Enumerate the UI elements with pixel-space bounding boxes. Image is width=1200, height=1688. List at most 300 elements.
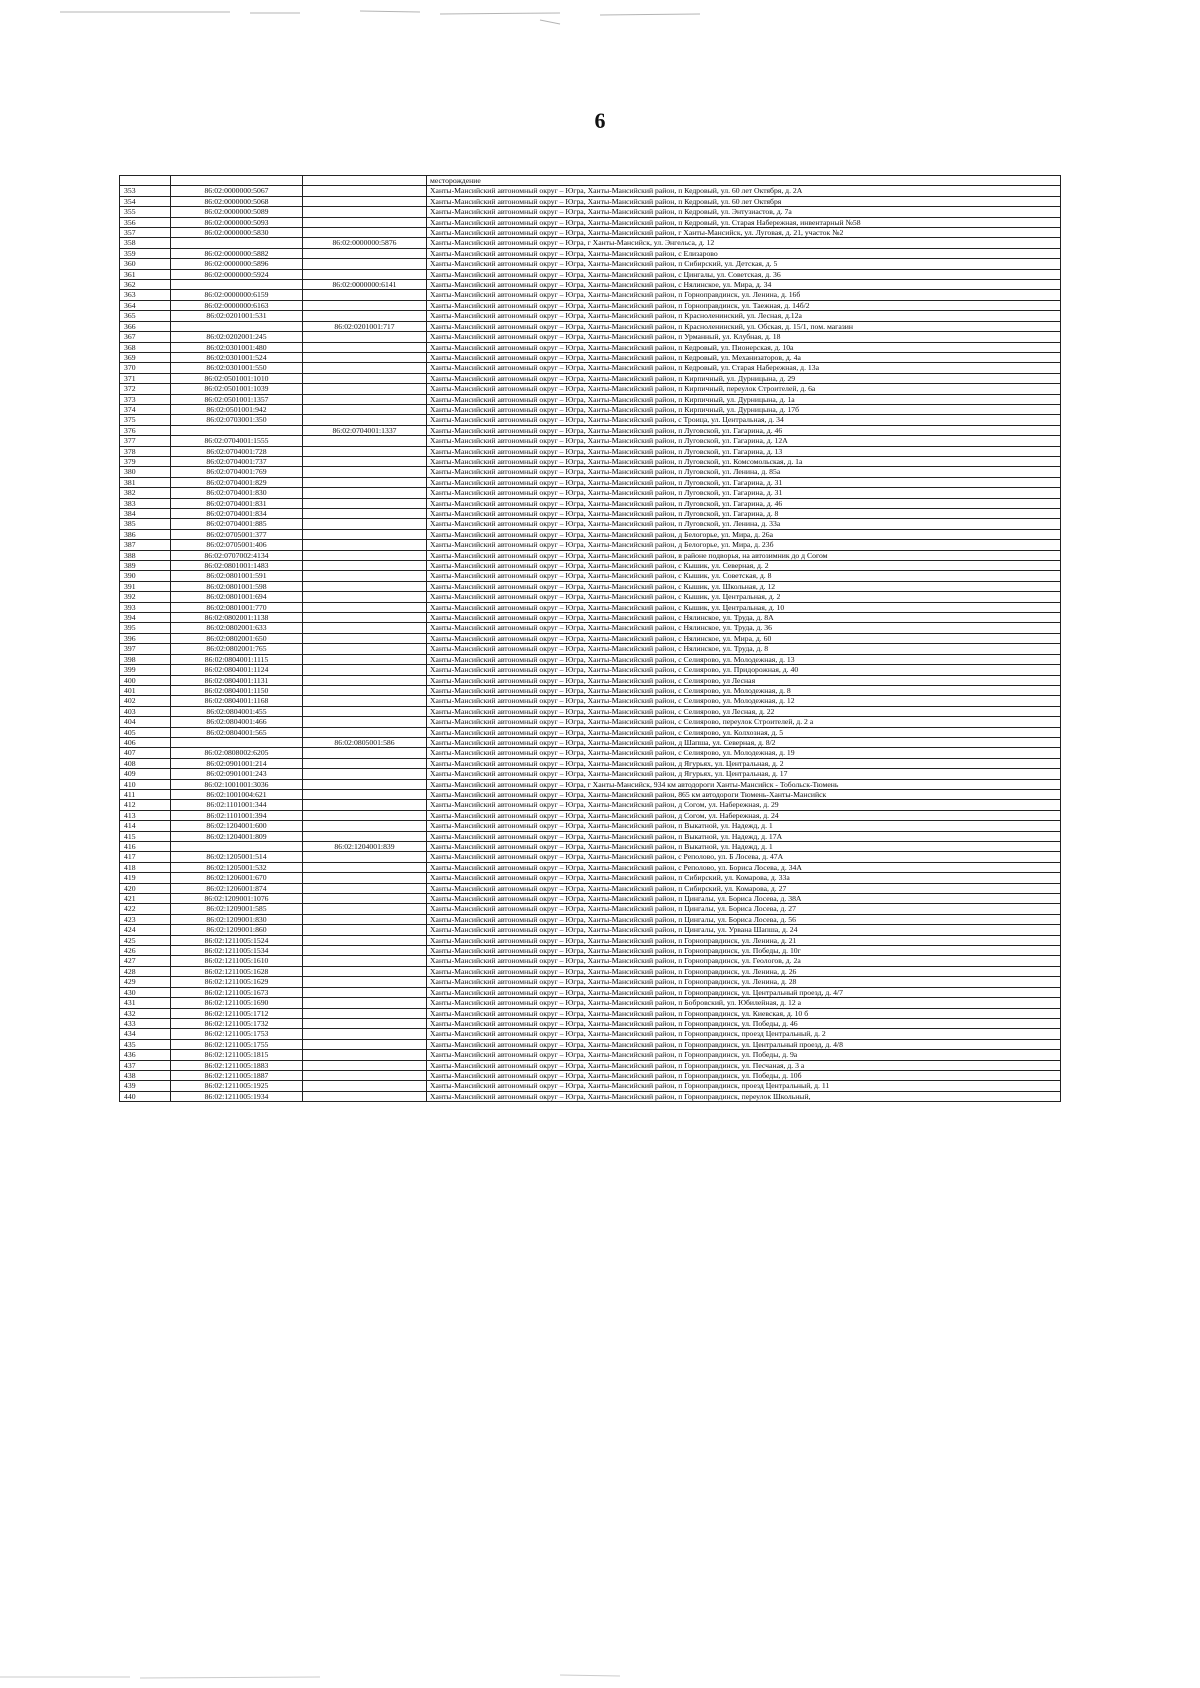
address-cell: Ханты-Мансийский автономный округ – Югра, Ханты-Мансийский район, п Горноправдинск, проезд Центральный, д. 2 [427, 1029, 1061, 1039]
row-number-cell: 437 [120, 1060, 171, 1070]
building-cadastral-number-cell [303, 217, 427, 227]
building-cadastral-number-cell [303, 769, 427, 779]
row-number-cell: 379 [120, 456, 171, 466]
address-cell: Ханты-Мансийский автономный округ – Югра, Ханты-Мансийский район, п Горноправдинск, переулок Школьный, [427, 1091, 1061, 1101]
cadastral-number-cell: 86:02:1211005:1673 [171, 987, 303, 997]
cadastral-number-cell: 86:02:0901001:243 [171, 769, 303, 779]
building-cadastral-number-cell [303, 342, 427, 352]
row-number-cell: 402 [120, 696, 171, 706]
table-row [120, 1018, 1061, 1028]
cadastral-number-cell [171, 425, 303, 435]
building-cadastral-number-cell [303, 862, 427, 872]
address-cell: Ханты-Мансийский автономный округ – Югра, Ханты-Мансийский район, с Кышик, ул. Центральная, д. 10 [427, 602, 1061, 612]
table-row [120, 425, 1061, 435]
cadastral-number-cell: 86:02:1211005:1628 [171, 966, 303, 976]
table-row [120, 467, 1061, 477]
row-number-cell: 392 [120, 592, 171, 602]
table-row [120, 1060, 1061, 1070]
cadastral-number-cell: 86:02:0704001:1555 [171, 436, 303, 446]
row-number-cell: 356 [120, 217, 171, 227]
row-number-cell: 411 [120, 789, 171, 799]
table-row [120, 758, 1061, 768]
row-number-cell: 382 [120, 488, 171, 498]
table-row [120, 977, 1061, 987]
cadastral-number-cell: 86:02:0704001:830 [171, 488, 303, 498]
row-number-cell: 421 [120, 894, 171, 904]
cadastral-number-cell: 86:02:1211005:1524 [171, 935, 303, 945]
building-cadastral-number-cell [303, 196, 427, 206]
building-cadastral-number-cell: 86:02:1204001:839 [303, 842, 427, 852]
cadastral-number-cell: 86:02:0000000:5896 [171, 259, 303, 269]
building-cadastral-number-cell [303, 404, 427, 414]
cadastral-number-cell: 86:02:0705001:406 [171, 540, 303, 550]
building-cadastral-number-cell [303, 352, 427, 362]
table-row [120, 196, 1061, 206]
table-row [120, 831, 1061, 841]
table-row [120, 1039, 1061, 1049]
table-row [120, 779, 1061, 789]
building-cadastral-number-cell [303, 696, 427, 706]
row-number-cell: 390 [120, 571, 171, 581]
table-row [120, 290, 1061, 300]
address-cell: Ханты-Мансийский автономный округ – Югра, Ханты-Мансийский район, п Кирпичный, ул. Дурницына, д. 29 [427, 373, 1061, 383]
address-cell: Ханты-Мансийский автономный округ – Югра, Ханты-Мансийский район, п Бобровский, ул. Юбилейная, д. 12 а [427, 998, 1061, 1008]
cadastral-number-cell: 86:02:0501001:942 [171, 404, 303, 414]
address-cell: Ханты-Мансийский автономный округ – Югра, Ханты-Мансийский район, п Луговской, ул. Ленина, д. 33а [427, 519, 1061, 529]
address-cell: Ханты-Мансийский автономный округ – Югра, Ханты-Мансийский район, п Выкатной, ул. Надежд, д. 1 [427, 821, 1061, 831]
address-cell: Ханты-Мансийский автономный округ – Югра, Ханты-Мансийский район, п Горноправдинск, ул. Геологов, д. 2а [427, 956, 1061, 966]
address-cell: Ханты-Мансийский автономный округ – Югра, Ханты-Мансийский район, г Ханты-Мансийск, ул. Луговая, д. 21, участок №2 [427, 228, 1061, 238]
table-row [120, 966, 1061, 976]
row-number-cell: 423 [120, 914, 171, 924]
cadastral-number-cell: 86:02:1204001:809 [171, 831, 303, 841]
building-cadastral-number-cell [303, 509, 427, 519]
row-number-cell: 400 [120, 675, 171, 685]
cadastral-number-cell: 86:02:0804001:455 [171, 706, 303, 716]
building-cadastral-number-cell [303, 529, 427, 539]
table-row [120, 1050, 1061, 1060]
table-row [120, 821, 1061, 831]
table-row [120, 925, 1061, 935]
table-row [120, 509, 1061, 519]
table-row [120, 529, 1061, 539]
table-row [120, 789, 1061, 799]
table-row [120, 342, 1061, 352]
table-row [120, 748, 1061, 758]
table-row [120, 186, 1061, 196]
address-cell: Ханты-Мансийский автономный округ – Югра, Ханты-Мансийский район, п Луговской, ул. Гагарина, д. 12А [427, 436, 1061, 446]
table-row [120, 488, 1061, 498]
cadastral-number-cell: 86:02:0000000:5067 [171, 186, 303, 196]
cadastral-number-cell: 86:02:0000000:5924 [171, 269, 303, 279]
row-number-cell: 430 [120, 987, 171, 997]
table-row [120, 914, 1061, 924]
building-cadastral-number-cell [303, 883, 427, 893]
cadastral-number-cell: 86:02:1211005:1815 [171, 1050, 303, 1060]
table-row [120, 1070, 1061, 1080]
row-number-cell: 416 [120, 842, 171, 852]
row-number-cell: 434 [120, 1029, 171, 1039]
address-cell: Ханты-Мансийский автономный округ – Югра, Ханты-Мансийский район, д Белогорье, ул. Мира, д. 23б [427, 540, 1061, 550]
table-row [120, 904, 1061, 914]
table-row [120, 394, 1061, 404]
building-cadastral-number-cell [303, 800, 427, 810]
cadastral-number-cell: 86:02:0808002:6205 [171, 748, 303, 758]
cadastral-number-cell: 86:02:1211005:1934 [171, 1091, 303, 1101]
building-cadastral-number-cell [303, 831, 427, 841]
row-number-cell: 439 [120, 1081, 171, 1091]
address-cell: Ханты-Мансийский автономный округ – Югра, Ханты-Мансийский район, д Ягурьях, ул. Центральная, д. 17 [427, 769, 1061, 779]
row-number-cell: 358 [120, 238, 171, 248]
table-row [120, 238, 1061, 248]
row-number-cell: 362 [120, 280, 171, 290]
table-row [120, 873, 1061, 883]
building-cadastral-number-cell [303, 748, 427, 758]
table-row [120, 280, 1061, 290]
building-cadastral-number-cell [303, 1018, 427, 1028]
cadastral-number-cell [171, 321, 303, 331]
table-row [120, 852, 1061, 862]
address-cell: Ханты-Мансийский автономный округ – Югра, Ханты-Мансийский район, с Цингалы, ул. Советская, д. 36 [427, 269, 1061, 279]
cadastral-number-cell: 86:02:0202001:245 [171, 332, 303, 342]
building-cadastral-number-cell [303, 998, 427, 1008]
cadastral-number-cell: 86:02:0704001:829 [171, 477, 303, 487]
table-row [120, 592, 1061, 602]
row-number-cell: 415 [120, 831, 171, 841]
address-cell: Ханты-Мансийский автономный округ – Югра, Ханты-Мансийский район, п Кирпичный, ул. Дурницына, д. 1а [427, 394, 1061, 404]
address-cell: Ханты-Мансийский автономный округ – Югра, Ханты-Мансийский район, п Цингалы, ул. Бориса Лосева, д. 38А [427, 894, 1061, 904]
address-cell: Ханты-Мансийский автономный округ – Югра, Ханты-Мансийский район, п Горноправдинск, ул. Победы, д. 10г [427, 946, 1061, 956]
row-number-cell: 420 [120, 883, 171, 893]
address-cell: Ханты-Мансийский автономный округ – Югра, Ханты-Мансийский район, с Селиярово, ул. Молодежная, д. 8 [427, 685, 1061, 695]
cadastral-number-cell: 86:02:0804001:565 [171, 727, 303, 737]
row-number-cell: 357 [120, 228, 171, 238]
row-number-cell: 409 [120, 769, 171, 779]
address-cell: Ханты-Мансийский автономный округ – Югра, Ханты-Мансийский район, п Кирпичный, ул. Дурницына, д. 17б [427, 404, 1061, 414]
address-cell: Ханты-Мансийский автономный округ – Югра, Ханты-Мансийский район, п Урманный, ул. Клубная, д. 18 [427, 332, 1061, 342]
address-cell: Ханты-Мансийский автономный округ – Югра, Ханты-Мансийский район, п Кирпичный, переулок Строителей, д. 6а [427, 384, 1061, 394]
building-cadastral-number-cell [303, 654, 427, 664]
table-row [120, 706, 1061, 716]
building-cadastral-number-cell [303, 665, 427, 675]
table-row [120, 332, 1061, 342]
row-number-cell: 372 [120, 384, 171, 394]
cadastral-number-cell: 86:02:0804001:1131 [171, 675, 303, 685]
row-number-cell: 393 [120, 602, 171, 612]
row-number-cell: 397 [120, 644, 171, 654]
row-number-cell: 406 [120, 737, 171, 747]
building-cadastral-number-cell [303, 269, 427, 279]
building-cadastral-number-cell [303, 727, 427, 737]
building-cadastral-number-cell [303, 456, 427, 466]
row-number-cell: 354 [120, 196, 171, 206]
row-number-cell: 388 [120, 550, 171, 560]
row-number-cell: 377 [120, 436, 171, 446]
building-cadastral-number-cell [303, 363, 427, 373]
table-row [120, 259, 1061, 269]
cadastral-number-cell [171, 238, 303, 248]
cadastral-number-cell: 86:02:0705001:377 [171, 529, 303, 539]
building-cadastral-number-cell [303, 1060, 427, 1070]
table-row [120, 477, 1061, 487]
row-number-cell: 394 [120, 613, 171, 623]
table-row [120, 602, 1061, 612]
building-cadastral-number-cell [303, 1050, 427, 1060]
building-cadastral-number-cell: 86:02:0000000:6141 [303, 280, 427, 290]
table-row [120, 737, 1061, 747]
building-cadastral-number-cell [303, 987, 427, 997]
address-cell: Ханты-Мансийский автономный округ – Югра, Ханты-Мансийский район, с Кышик, ул. Северная, д. 2 [427, 561, 1061, 571]
building-cadastral-number-cell [303, 581, 427, 591]
table-row [120, 769, 1061, 779]
cadastral-number-cell: 86:02:1211005:1883 [171, 1060, 303, 1070]
building-cadastral-number-cell [303, 966, 427, 976]
table-row [120, 404, 1061, 414]
cadastral-number-cell: 86:02:1209001:830 [171, 914, 303, 924]
cadastral-number-cell: 86:02:0501001:1039 [171, 384, 303, 394]
address-cell: Ханты-Мансийский автономный округ – Югра, Ханты-Мансийский район, с Селиярово, ул Лесная, д. 22 [427, 706, 1061, 716]
cadastral-number-cell: 86:02:0703001:350 [171, 415, 303, 425]
row-number-cell: 355 [120, 207, 171, 217]
scan-artifact-bottom [0, 1655, 1200, 1688]
cadastral-number-cell: 86:02:0704001:728 [171, 446, 303, 456]
table-row [120, 613, 1061, 623]
table-row [120, 623, 1061, 633]
building-cadastral-number-cell [303, 498, 427, 508]
address-cell: Ханты-Мансийский автономный округ – Югра, Ханты-Мансийский район, п Кедровый, ул. 60 лет Октября [427, 196, 1061, 206]
page-number: 6 [594, 108, 606, 133]
row-number-cell: 370 [120, 363, 171, 373]
building-cadastral-number-cell [303, 415, 427, 425]
cadastral-number-cell: 86:02:1209001:1076 [171, 894, 303, 904]
address-cell: Ханты-Мансийский автономный округ – Югра, Ханты-Мансийский район, д Согом, ул. Набережная, д. 24 [427, 810, 1061, 820]
row-number-cell: 375 [120, 415, 171, 425]
cadastral-number-cell: 86:02:0000000:5830 [171, 228, 303, 238]
table-row [120, 1008, 1061, 1018]
address-cell: Ханты-Мансийский автономный округ – Югра, г Ханты-Мансийск, ул. Энгельса, д. 12 [427, 238, 1061, 248]
building-cadastral-number-cell [303, 540, 427, 550]
address-cell: Ханты-Мансийский автономный округ – Югра, Ханты-Мансийский район, в районе подворья, на автозимник до д Согом [427, 550, 1061, 560]
address-cell: месторождение [427, 176, 1061, 186]
table-row [120, 800, 1061, 810]
cadastral-number-cell: 86:02:0301001:480 [171, 342, 303, 352]
address-cell: Ханты-Мансийский автономный округ – Югра, Ханты-Мансийский район, с Нялинское, ул. Труда, д. 8 [427, 644, 1061, 654]
cadastral-number-cell: 86:02:0804001:1150 [171, 685, 303, 695]
table-row [120, 352, 1061, 362]
building-cadastral-number-cell [303, 561, 427, 571]
address-cell: Ханты-Мансийский автономный округ – Югра, Ханты-Мансийский район, п Кедровый, ул. Старая Набережная, д. 13а [427, 363, 1061, 373]
table-row [120, 727, 1061, 737]
row-number-cell: 422 [120, 904, 171, 914]
cadastral-number-cell: 86:02:0000000:5093 [171, 217, 303, 227]
address-cell: Ханты-Мансийский автономный округ – Югра, Ханты-Мансийский район, с Селиярово, ул. Придорожная, д. 40 [427, 665, 1061, 675]
row-number-cell: 363 [120, 290, 171, 300]
address-cell: Ханты-Мансийский автономный округ – Югра, Ханты-Мансийский район, п Выкатной, ул. Надежд, д. 1 [427, 842, 1061, 852]
table-row [120, 456, 1061, 466]
row-number-cell: 414 [120, 821, 171, 831]
address-cell: Ханты-Мансийский автономный округ – Югра, Ханты-Мансийский район, п Горноправдинск, ул. Таежная, д. 14б/2 [427, 300, 1061, 310]
row-number-cell: 431 [120, 998, 171, 1008]
building-cadastral-number-cell [303, 1039, 427, 1049]
address-cell: Ханты-Мансийский автономный округ – Югра, Ханты-Мансийский район, п Горноправдинск, ул. Ленина, д. 21 [427, 935, 1061, 945]
row-number-cell: 399 [120, 665, 171, 675]
cadastral-number-cell: 86:02:0501001:1357 [171, 394, 303, 404]
row-number-cell: 410 [120, 779, 171, 789]
building-cadastral-number-cell [303, 956, 427, 966]
address-cell: Ханты-Мансийский автономный округ – Югра, Ханты-Мансийский район, п Горноправдинск, ул. Ленина, д. 16б [427, 290, 1061, 300]
row-number-cell: 432 [120, 1008, 171, 1018]
table-row [120, 862, 1061, 872]
table-row [120, 1081, 1061, 1091]
row-number-cell: 367 [120, 332, 171, 342]
table-row [120, 685, 1061, 695]
address-cell: Ханты-Мансийский автономный округ – Югра, Ханты-Мансийский район, д Шапша, ул. Северная, д. 8/2 [427, 737, 1061, 747]
row-number-cell: 403 [120, 706, 171, 716]
address-cell: Ханты-Мансийский автономный округ – Югра, Ханты-Мансийский район, с Селиярово, ул. Колхозная, д. 5 [427, 727, 1061, 737]
address-cell: Ханты-Мансийский автономный округ – Югра, Ханты-Мансийский район, п Горноправдинск, ул. Песчаная, д. 3 а [427, 1060, 1061, 1070]
cadastral-number-cell: 86:02:1204001:600 [171, 821, 303, 831]
row-number-cell: 371 [120, 373, 171, 383]
empty-cell [171, 176, 303, 186]
cadastral-number-cell: 86:02:0801001:591 [171, 571, 303, 581]
cadastral-number-cell: 86:02:0801001:598 [171, 581, 303, 591]
address-cell: Ханты-Мансийский автономный округ – Югра, Ханты-Мансийский район, с Селиярово, ул. Молодежная, д. 12 [427, 696, 1061, 706]
address-cell: Ханты-Мансийский автономный округ – Югра, Ханты-Мансийский район, 865 км автодороги Тюмень-Ханты-Мансийск [427, 789, 1061, 799]
table-row [120, 717, 1061, 727]
address-cell: Ханты-Мансийский автономный округ – Югра, Ханты-Мансийский район, п Горноправдинск, ул. Центральный проезд, д. 4/8 [427, 1039, 1061, 1049]
building-cadastral-number-cell [303, 623, 427, 633]
address-cell: Ханты-Мансийский автономный округ – Югра, Ханты-Мансийский район, п Луговской, ул. Гагарина, д. 13 [427, 446, 1061, 456]
table-row [120, 540, 1061, 550]
building-cadastral-number-cell [303, 602, 427, 612]
row-number-cell: 429 [120, 977, 171, 987]
address-cell: Ханты-Мансийский автономный округ – Югра, Ханты-Мансийский район, п Горноправдинск, ул. Победы, д. 10б [427, 1070, 1061, 1080]
address-cell: Ханты-Мансийский автономный округ – Югра, Ханты-Мансийский район, д Ягурьях, ул. Центральная, д. 2 [427, 758, 1061, 768]
address-cell: Ханты-Мансийский автономный округ – Югра, Ханты-Мансийский район, п Луговской, ул. Гагарина, д. 8 [427, 509, 1061, 519]
cadastral-number-cell: 86:02:1205001:532 [171, 862, 303, 872]
address-cell: Ханты-Мансийский автономный округ – Югра, Ханты-Мансийский район, п Горноправдинск, ул. Ленина, д. 28 [427, 977, 1061, 987]
cadastral-number-cell: 86:02:1206001:874 [171, 883, 303, 893]
table-row [120, 654, 1061, 664]
cadastral-number-cell: 86:02:1211005:1732 [171, 1018, 303, 1028]
cadastral-number-cell: 86:02:1101001:344 [171, 800, 303, 810]
address-cell: Ханты-Мансийский автономный округ – Югра, Ханты-Мансийский район, с Селиярово, ул Лесная [427, 675, 1061, 685]
address-cell: Ханты-Мансийский автономный округ – Югра, Ханты-Мансийский район, п Луговской, ул. Комсомольская, д. 1а [427, 456, 1061, 466]
row-number-cell: 366 [120, 321, 171, 331]
address-cell: Ханты-Мансийский автономный округ – Югра, Ханты-Мансийский район, п Кедровый, ул. Энтузиастов, д. 7а [427, 207, 1061, 217]
table-row [120, 373, 1061, 383]
building-cadastral-number-cell [303, 935, 427, 945]
table-row [120, 321, 1061, 331]
cadastral-number-cell: 86:02:1211005:1712 [171, 1008, 303, 1018]
table-row [120, 561, 1061, 571]
row-number-cell: 435 [120, 1039, 171, 1049]
building-cadastral-number-cell [303, 384, 427, 394]
row-number-cell: 417 [120, 852, 171, 862]
row-number-cell: 353 [120, 186, 171, 196]
address-cell: Ханты-Мансийский автономный округ – Югра, Ханты-Мансийский район, п Сибирский, ул. Комарова, д. 33а [427, 873, 1061, 883]
address-cell: Ханты-Мансийский автономный округ – Югра, Ханты-Мансийский район, п Цингалы, ул. Бориса Лосева, д. 27 [427, 904, 1061, 914]
cadastral-number-cell [171, 842, 303, 852]
building-cadastral-number-cell [303, 977, 427, 987]
address-cell: Ханты-Мансийский автономный округ – Югра, Ханты-Мансийский район, с Селиярово, переулок Строителей, д. 2 а [427, 717, 1061, 727]
building-cadastral-number-cell [303, 446, 427, 456]
address-cell: Ханты-Мансийский автономный округ – Югра, Ханты-Мансийский район, с Селиярово, ул. Молодежная, д. 13 [427, 654, 1061, 664]
row-number-cell: 427 [120, 956, 171, 966]
cadastral-number-cell: 86:02:1211005:1755 [171, 1039, 303, 1049]
table-row [120, 633, 1061, 643]
cadastral-number-cell: 86:02:0804001:1168 [171, 696, 303, 706]
address-cell: Ханты-Мансийский автономный округ – Югра, Ханты-Мансийский район, п Цингалы, ул. Урвана Шапша, д. 24 [427, 925, 1061, 935]
row-number-cell: 389 [120, 561, 171, 571]
address-cell: Ханты-Мансийский автономный округ – Югра, Ханты-Мансийский район, с Реполово, ул. Бориса Лосева, д. 34А [427, 862, 1061, 872]
building-cadastral-number-cell [303, 332, 427, 342]
address-cell: Ханты-Мансийский автономный округ – Югра, г Ханты-Мансийск, 934 км автодороги Ханты-Мансийск - Тобольск-Тюмень [427, 779, 1061, 789]
building-cadastral-number-cell [303, 1070, 427, 1080]
building-cadastral-number-cell [303, 706, 427, 716]
cadastral-number-cell: 86:02:0802001:765 [171, 644, 303, 654]
address-cell: Ханты-Мансийский автономный округ – Югра, Ханты-Мансийский район, п Горноправдинск, ул. Центральный проезд, д. 4/7 [427, 987, 1061, 997]
cadastral-number-cell: 86:02:1209001:860 [171, 925, 303, 935]
row-number-cell: 360 [120, 259, 171, 269]
table-row [120, 987, 1061, 997]
building-cadastral-number-cell [303, 789, 427, 799]
address-cell: Ханты-Мансийский автономный округ – Югра, Ханты-Мансийский район, п Сибирский, ул. Комарова, д. 27 [427, 883, 1061, 893]
cadastral-number-cell: 86:02:0000000:5882 [171, 248, 303, 258]
row-number-cell: 368 [120, 342, 171, 352]
building-cadastral-number-cell [303, 1081, 427, 1091]
row-number-cell: 374 [120, 404, 171, 414]
building-cadastral-number-cell [303, 613, 427, 623]
cadastral-number-cell: 86:02:0501001:1010 [171, 373, 303, 383]
row-number-cell: 436 [120, 1050, 171, 1060]
row-number-cell: 381 [120, 477, 171, 487]
row-number-cell: 398 [120, 654, 171, 664]
address-cell: Ханты-Мансийский автономный округ – Югра, Ханты-Мансийский район, с Троица, ул. Центральная, д. 34 [427, 415, 1061, 425]
table-row [120, 384, 1061, 394]
empty-cell [120, 176, 171, 186]
table-row [120, 665, 1061, 675]
building-cadastral-number-cell [303, 925, 427, 935]
registry-body [120, 176, 1061, 1102]
building-cadastral-number-cell [303, 1008, 427, 1018]
address-cell: Ханты-Мансийский автономный округ – Югра, Ханты-Мансийский район, д Согом, ул. Набережная, д. 29 [427, 800, 1061, 810]
address-cell: Ханты-Мансийский автономный округ – Югра, Ханты-Мансийский район, п Кедровый, ул. Старая Набережная, инвентарный №58 [427, 217, 1061, 227]
address-cell: Ханты-Мансийский автономный округ – Югра, Ханты-Мансийский район, с Кышик, ул. Школьная, д. 12 [427, 581, 1061, 591]
row-number-cell: 364 [120, 300, 171, 310]
table-row [120, 1029, 1061, 1039]
table-row [120, 311, 1061, 321]
building-cadastral-number-cell [303, 571, 427, 581]
address-cell: Ханты-Мансийский автономный округ – Югра, Ханты-Мансийский район, п Красноленинский, ул. Обская, д. 15/1, пом. магазин [427, 321, 1061, 331]
cadastral-number-cell: 86:02:0000000:5089 [171, 207, 303, 217]
row-number-cell: 380 [120, 467, 171, 477]
building-cadastral-number-cell [303, 488, 427, 498]
row-number-cell: 386 [120, 529, 171, 539]
row-number-cell: 376 [120, 425, 171, 435]
building-cadastral-number-cell [303, 717, 427, 727]
building-cadastral-number-cell [303, 894, 427, 904]
row-number-cell: 359 [120, 248, 171, 258]
address-cell: Ханты-Мансийский автономный округ – Югра, Ханты-Мансийский район, п Луговской, ул. Гагарина, д. 46 [427, 498, 1061, 508]
row-number-cell: 412 [120, 800, 171, 810]
row-number-cell: 383 [120, 498, 171, 508]
table-row [120, 248, 1061, 258]
row-number-cell: 369 [120, 352, 171, 362]
row-number-cell: 395 [120, 623, 171, 633]
cadastral-number-cell: 86:02:1205001:514 [171, 852, 303, 862]
cadastral-number-cell: 86:02:0802001:633 [171, 623, 303, 633]
